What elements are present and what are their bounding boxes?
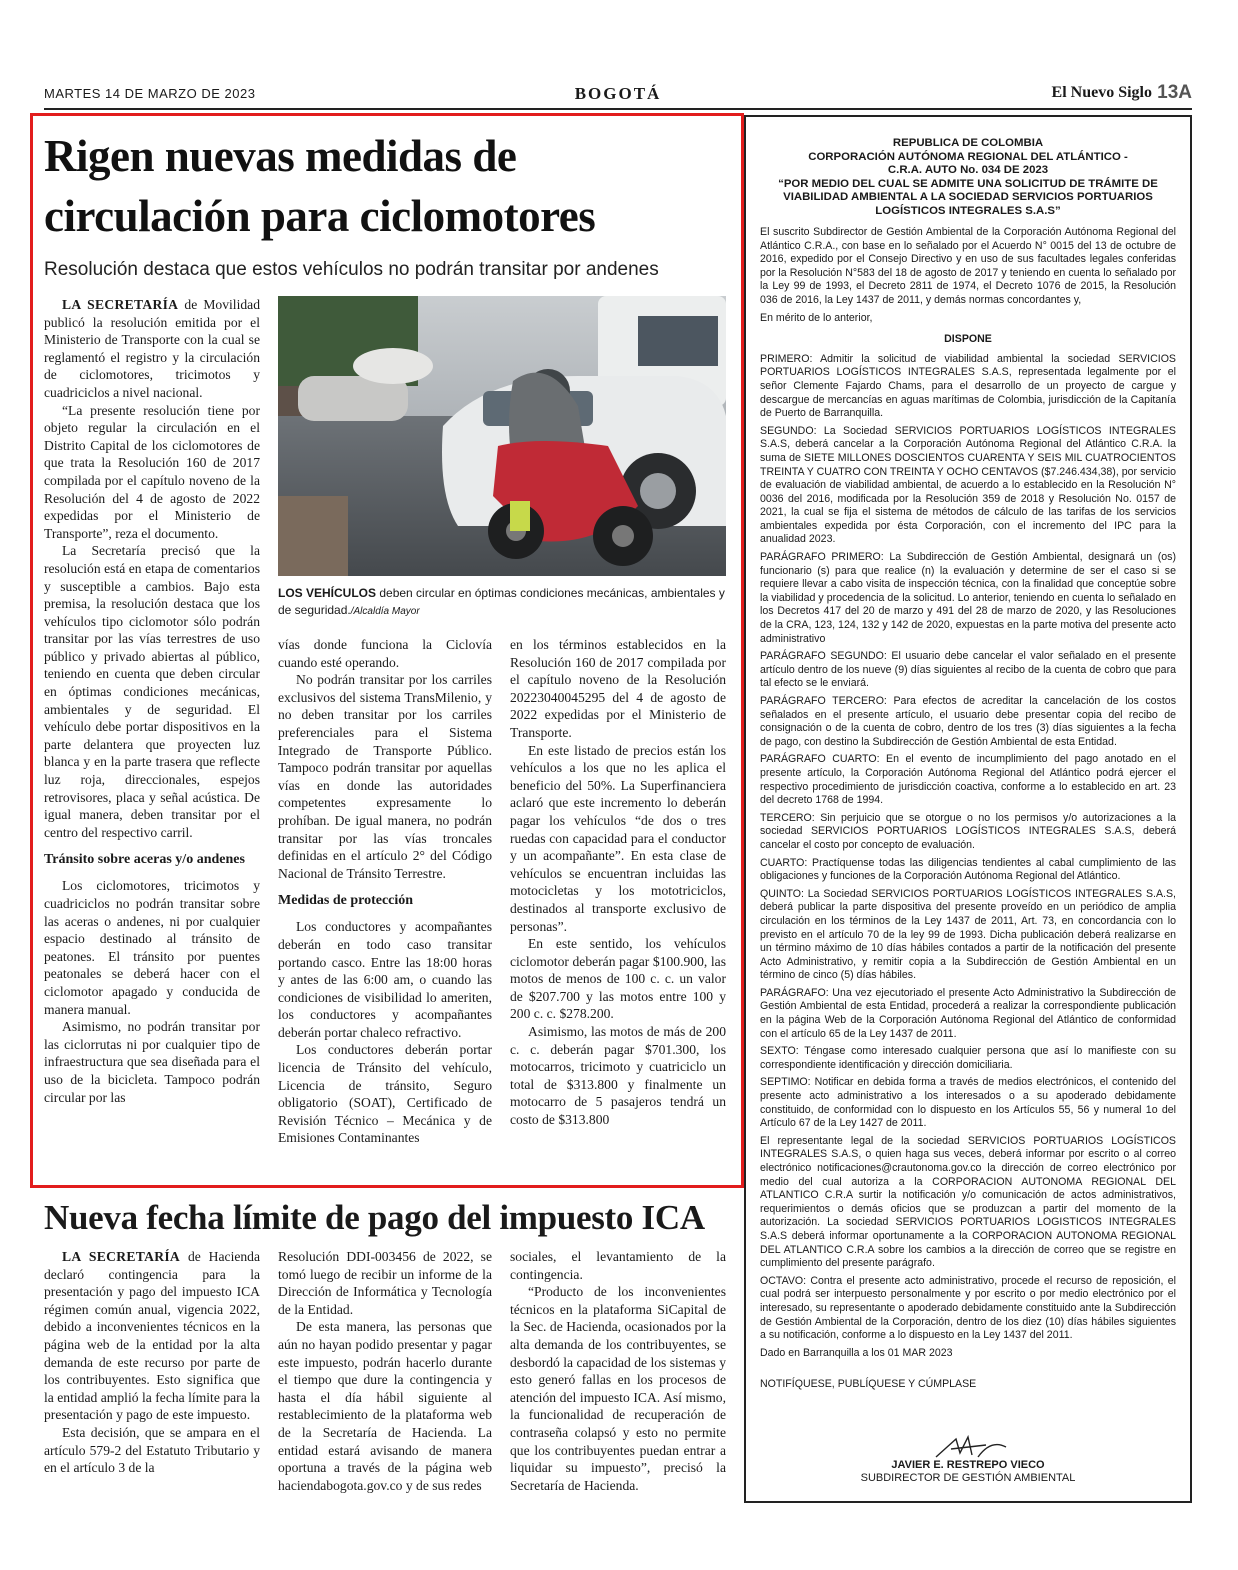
article-title: Nueva fecha límite de pago del impuesto ICA (44, 1198, 705, 1237)
legal-paragraph: PARÁGRAFO CUARTO: En el evento de incumplimiento del pago anotado en el presente artículo, la Corporación Autónoma Regional del Atlántico podrá ejercer el respectivo procedimiento de jurisdicción coactiva, conforme a lo establecido en art. 23 del decreto 1768 de 1994. (760, 753, 1176, 807)
lead-word: LA SECRETARÍA (62, 1249, 181, 1264)
section-heading: Tránsito sobre aceras y/o andenes (44, 852, 245, 868)
legal-paragraph: PARÁGRAFO TERCERO: Para efectos de acreditar la cancelación de los costos señalados en el presente artículo, el usuario debe presentar copia del recibo de consignación o de la cuenta de cobro, dentro de los tres (3) días siguientes a la fecha de pago, con destino la Subdirección de Gestión Ambiental de esta Entidad. (760, 695, 1176, 748)
page-number: 13A (1157, 82, 1192, 103)
paragraph: de Movilidad publicó la resolución emitida por el Ministerio de Transporte con la cual se reglamentó el registro y la circulación de ciclomotores, tricimotos y cuadriciclos a nivel nacional. (44, 297, 260, 400)
motorbike-street-photo (278, 296, 726, 576)
signature-block (746, 1459, 1190, 1485)
paragraph: En este sentido, los vehículos ciclomotor deberán pagar $100.900, las motos de menos de 100 c. c. un valor de $207.700 y las motos entre 100 y 200 c. c. $278.200. (510, 936, 726, 1022)
legal-paragraph: SEGUNDO: La Sociedad SERVICIOS PORTUARIOS LOGÍSTICOS INTEGRALES S.A.S, deberá cancelar a la Corporación Autónoma Regional del Atlántico C.R.A. la suma de SIETE MILLONES DOSCIENTOS CUARENTA Y SEIS MIL CUATROCIENTOS TREINTA Y CUATRO CON TREINTA Y OCHO CENTAVOS ($7.246.434,38), por servicio de evaluación de viabilidad ambiental, de acuerdo a lo establecido en la Resolución N° 0036 del 2016, modificada por la Resolución 359 de 2018 y Resolución No. 0157 de 2021, la cual se fija el sistema de métodos de cálculo de las tarifas de los servicios ambientales expedida por ésta Corporación, con el incremento del IPC para la anualidad 2023. (760, 424, 1176, 546)
legal-paragraph: SEXTO: Téngase como interesado cualquier persona que así lo manifieste con su correspondiente identificación y dirección domiciliaria. (760, 1045, 1176, 1071)
legal-paragraph: PARÁGRAFO SEGUNDO: El usuario debe cancelar el valor señalado en el presente artículo dentro de los nueve (9) días siguientes al recibo de la cuenta de cobro que para tal efecto se le enviará. (760, 650, 1176, 690)
article-column-2 (278, 636, 492, 1172)
legal-paragraph: PARÁGRAFO: Una vez ejecutoriado el presente Acto Administrativo la Subdirección de Gestión Ambiental de esta Entidad, procederá a realizar la correspondiente publicación en la página Web de la Corporación Autónoma Regional del Atlántico de conformidad con el artículo 65 de la Ley 1437 de 2011. (760, 986, 1176, 1040)
article-subtitle: Resolución destaca que estos vehículos no podrán transitar por andenes (44, 259, 659, 280)
title-line-2: circulación para ciclomotores (44, 191, 596, 241)
caption-lead: LOS VEHÍCULOS (278, 586, 377, 600)
legal-paragraph: CUARTO: Practíquense todas las diligencias tendientes al cabal cumplimiento de las obligaciones y funciones de la Corporación Autónoma Regional del Atlántico. (760, 856, 1176, 883)
legal-notice (744, 115, 1192, 1503)
article-title (44, 126, 734, 246)
paragraph: “La presente resolución tiene por objeto regular la circulación en el Distrito Capital de los ciclomotores de que trata la Resolución 160 de 2017 compilada por el capítulo noveno de la Resolución del 4 de agosto de 2022 expedidas por el Ministerio de Transporte”, reza el documento. (44, 402, 260, 541)
legal-paragraph: QUINTO: La Sociedad SERVICIOS PORTUARIOS LOGÍSTICOS INTEGRALES S.A.S, deberá publicar la parte dispositiva del presente proveído en un periódico de amplia circulación en los términos de la Ley 1437 de 2011, Art. 73, en concordancia con lo previsto en el artículo 70 de la ley 99 de 1993. Dicha publicación deberá realizarse en un término máximo de 10 días hábiles contados a partir de la notificación del presente Acto Administrativo, y remitir copia a la Subdirección de Gestión Ambiental en un término de cinco (5) días hábiles. (760, 887, 1176, 982)
legal-paragraph: OCTAVO: Contra el presente acto administrativo, procede el recurso de reposición, el cual podrá ser interpuesto personalmente y por escrito o por medio electrónico por el interesado, su representante o apoderado debidamente constituido ante la Subdirección de Gestión Ambiental de la Corporación, dentro de los diez (10) días hábiles siguientes a su notificación, conforme a lo dispuesto en la Ley 1437 del 2011. (760, 1274, 1176, 1342)
title-line-1: Rigen nuevas medidas de (44, 131, 517, 181)
notice-heading-1: REPUBLICA DE COLOMBIA (892, 137, 1044, 149)
paragraph: La Secretaría precisó que la resolución está en etapa de comentarios y susceptible a cambios. Bajo esta premisa, la resolución destaca que los vehículos tipo ciclomotor sólo podrán transitar por las vías terrestres de uso público y privado abiertas al público, teniendo en cuenta que deben circular en óptimas condiciones mecánicas, ambientales y de seguridad. El vehículo debe portar dispositivos en la parte delantera que proyecten luz blanca y en la parte trasera que reflecte luz roja, direccionales, espejos retrovisores, placa y señal acústica. De igual manera, deben transitar por el centro del respectivo carril. (44, 543, 260, 840)
signer-title: SUBDIRECTOR DE GESTIÓN AMBIENTAL (860, 1472, 1076, 1484)
lead-word: LA SECRETARÍA (62, 297, 179, 312)
article-column-1 (44, 296, 260, 1170)
article-photo (278, 296, 726, 576)
paragraph: Los ciclomotores, tricimotos y cuadriciclos no podrán transitar sobre las aceras o andenes, ni por cualquier espacio destinado al tránsito de peatones. El tránsito por puentes peatonales se deberá hacer con el ciclomotor apagado y conducida de manera manual. (44, 878, 260, 1017)
signature-icon (896, 1435, 1046, 1459)
legal-paragraph: El representante legal de la sociedad SERVICIOS PORTUARIOS LOGÍSTICOS INTEGRALES S.A.S, o quien haga sus veces, deberá informar por escrito o al correo electrónico notificaciones@crautonoma.gov.co la dirección de correo electrónico por medio del cual autoriza a la CORPORACION AUTONOMA REGIONAL DEL ATLANTICO C.R.A surtir la notificación y/o comunicación de actos administrativos, requerimientos o demás oficios que se produzcan a partir del momento de la autorización. La sociedad SERVICIOS PORTUARIOS LOGISTICOS INTEGRALES S.A.S deberá informar oportunamente a la CORPORACION AUTONOMA REGIONAL DEL ATLANTICO C.R.A sobre los cambios a la dirección de correo que se registre en cumplimiento del presente parágrafo. (760, 1134, 1176, 1270)
paragraph: Los conductores deberán portar licencia de Tránsito del vehículo, Licencia de tránsito, Seguro obligatorio (SOAT), Certificado de Revisión Técnico – Mecánica y de Emisiones Contaminantes (278, 1042, 492, 1146)
paragraph: De esta manera, las personas que aún no hayan podido presentar y pagar este impuesto, podrán hacerlo durante el tiempo que dure la contingencia y hasta el día hábil siguiente al restablecimiento de la plataforma web de la Secretaría de Hacienda. La entidad estará avisando de manera oportuna a través de la página web haciendabogota.gov.co y de sus redes (278, 1319, 492, 1493)
paragraph: Esta decisión, que se ampara en el artículo 579-2 del Estatuto Tributario y en el artículo 3 de la (44, 1424, 260, 1476)
legal-paragraph: SEPTIMO: Notificar en debida forma a través de medios electrónicos, el contenido del presente acto administrativo a los interesados o a su apoderado debidamente constituido, de conformidad con lo dispuesto en los Artículos 55, 56 y numeral 1o del Artículo 67 de la Ley 1427 de 2011. (760, 1076, 1176, 1130)
paragraph: Asimismo, no podrán transitar por las ciclorrutas ni por cualquier tipo de infraestructura que sea diseñada para el uso de la bicicleta. Tampoco podrán circular por las (44, 1019, 260, 1105)
section-name: BOGOTÁ (574, 84, 662, 103)
article-column-1 (44, 1248, 260, 1508)
legal-paragraph: Dado en Barranquilla a los 01 MAR 2023 (760, 1346, 953, 1359)
legal-paragraph: TERCERO: Sin perjuicio que se otorgue o no los permisos y/o autorizaciones a la sociedad SERVICIOS PORTUARIOS LOGÍSTICOS INTEGRALES S.A.S, deberá cancelar el costo por concepto de evaluación. (760, 811, 1176, 851)
paragraph: vías donde funciona la Ciclovía cuando esté operando. (278, 637, 492, 670)
dispone-heading: DISPONE (944, 333, 992, 346)
legal-paragraph: NOTIFÍQUESE, PUBLÍQUESE Y CÚMPLASE (760, 1378, 977, 1391)
paragraph: en los términos establecidos en la Resolución 160 de 2017 compilada por el capítulo noveno de la Resolución 20223040045295 del 4 de agosto de 2022 expedidas por el Ministerio de Transporte. (510, 637, 726, 740)
caption-text: deben circular en óptimas condiciones mecánicas, ambientales y de seguridad. (278, 586, 725, 617)
paragraph: “Producto de los inconvenientes técnicos en la plataforma SiCapital de la Sec. de Hacienda, ocasionados por la alta demanda de los contribuyentes, se desbordó la capacidad de los sistemas y esto generó fallas en los procesos de atención del impuesto ICA. Así mismo, la funcionalidad de recuperación de contraseña colapsó y esto no permite que los contribuyentes puedan entrar a liquidar su impuesto”, precisó la Secretaría de Hacienda. (510, 1284, 726, 1493)
paragraph: Los conductores y acompañantes deberán en todo caso transitar portando casco. Entre las 18:00 horas y antes de las 6:00 am, o cuando las condiciones de visibilidad lo ameriten, los conductores y acompañantes deberán portar chaleco refractivo. (278, 919, 492, 1040)
section-heading: Medidas de protección (278, 893, 414, 909)
notice-heading-4: “POR MEDIO DEL CUAL SE ADMITE UNA SOLICITUD DE TRÁMITE DE VIABILIDAD AMBIENTAL A LA SOCIEDAD SERVICIOS PORTUARIOS LOGÍSTICOS INTEGRALES S.A.S” (778, 177, 1158, 217)
photo-caption (278, 585, 726, 620)
legal-paragraph: En mérito de lo anterior, (760, 311, 873, 324)
legal-paragraph: PRIMERO: Admitir la solicitud de viabilidad ambiental la sociedad SERVICIOS PORTUARIOS LOGÍSTICOS INTEGRALES S.A.S, representada legalmente por el señor Clemente Fajardo Chams, para el desarrollo de un proyecto de cargue y descargue de mercancías en aguas marítimas de Colombia, jurisdicción de la Capitanía de Puerto de Barranquilla. (760, 352, 1176, 420)
page-header (44, 84, 1192, 110)
article-column-2 (278, 1248, 492, 1508)
caption-credit: /Alcaldía Mayor (350, 606, 420, 617)
notice-heading-3: C.R.A. AUTO No. 034 DE 2023 (887, 164, 1049, 176)
article-column-3 (510, 1248, 726, 1508)
paragraph: Asimismo, las motos de más de 200 c. c. deberán pagar $701.300, los motocarros, tricimoto y cuatriciclo un total de $313.800 y finalmente un motocarro de 5 pasajeros tendrá un costo de $313.800 (510, 1024, 726, 1128)
newspaper-brand: El Nuevo Siglo (1051, 84, 1152, 101)
legal-paragraph: El suscrito Subdirector de Gestión Ambiental de la Corporación Autónoma Regional del Atlántico C.R.A., con base en lo señalado por el Acuerdo N° 0015 del 13 de octubre de 2016, expedido por el Consejo Directivo y en uso de sus facultades legales conferidas por la Resolución N°583 del 18 de agosto de 2017 y teniendo en cuenta lo señalado por la Ley 99 de 1993, el Decreto 2811 de 1974, el Decreto 1076 de 2015, la Resolución 036 de 2016, la Ley 1437 de 2011, y demás normas concordantes y, (760, 226, 1176, 306)
signer-name: JAVIER E. RESTREPO VIECO (891, 1459, 1045, 1471)
notice-heading-2: CORPORACIÓN AUTÓNOMA REGIONAL DEL ATLÁNTICO - (808, 150, 1128, 163)
paragraph: Resolución DDI-003456 de 2022, se tomó luego de recibir un informe de la Dirección de Informática y Tecnología de la Entidad. (278, 1249, 492, 1317)
article-column-3 (510, 636, 726, 1172)
legal-paragraph: PARÁGRAFO PRIMERO: La Subdirección de Gestión Ambiental, designará un (os) funcionario (s) para que realice (n) la evaluación y determine de ser el caso si se requiere llevar a cabo visita de inspección técnica, con la finalidad que conceptúe sobre la viabilidad y procedencia de la solicitud. Lo anterior, teniendo en cuenta lo señalado en los Decretos 417 del 20 de marzo y 491 del 28 de marzo de 2020, y las Resoluciones de la CRA, 123, 124, 132 y 142 de 2020, expuestas en la parte motiva del presente acto administrativo (760, 551, 1176, 645)
issue-date: MARTES 14 DE MARZO DE 2023 (44, 86, 256, 101)
paragraph: de Hacienda declaró contingencia para la presentación y pago del impuesto ICA régimen común anual, vigencia 2022, debido a inconvenientes técnicos en la página web de la entidad por la alta demanda de este recurso por parte de los contribuyentes. Esto significa que la entidad amplió la fecha límite para la presentación y pago de este impuesto. (44, 1249, 260, 1423)
paragraph: No podrán transitar por los carriles exclusivos del sistema TransMilenio, y no deben transitar por los carriles preferenciales para el Sistema Integrado de Transporte Público. Tampoco podrán transitar por aquellas vías en donde las autoridades competentes expresamente lo prohíban. De igual manera, no podrán transitar por las vías troncales definidas en el artículo 2° del Código Nacional de Tránsito Terrestre. (278, 672, 492, 881)
paragraph: En este listado de precios están los vehículos a los que no les aplica el beneficio del 50%. La Superfinanciera aclaró que este incremento lo deberán pagar los vehículos “de dos o tres ruedas con capacidad para el conductor y un acompañante”. En esta clase de vehículos se encuentran incluidas las motocicletas y los mototriciclos, destinados al transporte exclusivo de personas”. (510, 742, 726, 934)
paragraph: sociales, el levantamiento de la contingencia. (510, 1249, 726, 1282)
